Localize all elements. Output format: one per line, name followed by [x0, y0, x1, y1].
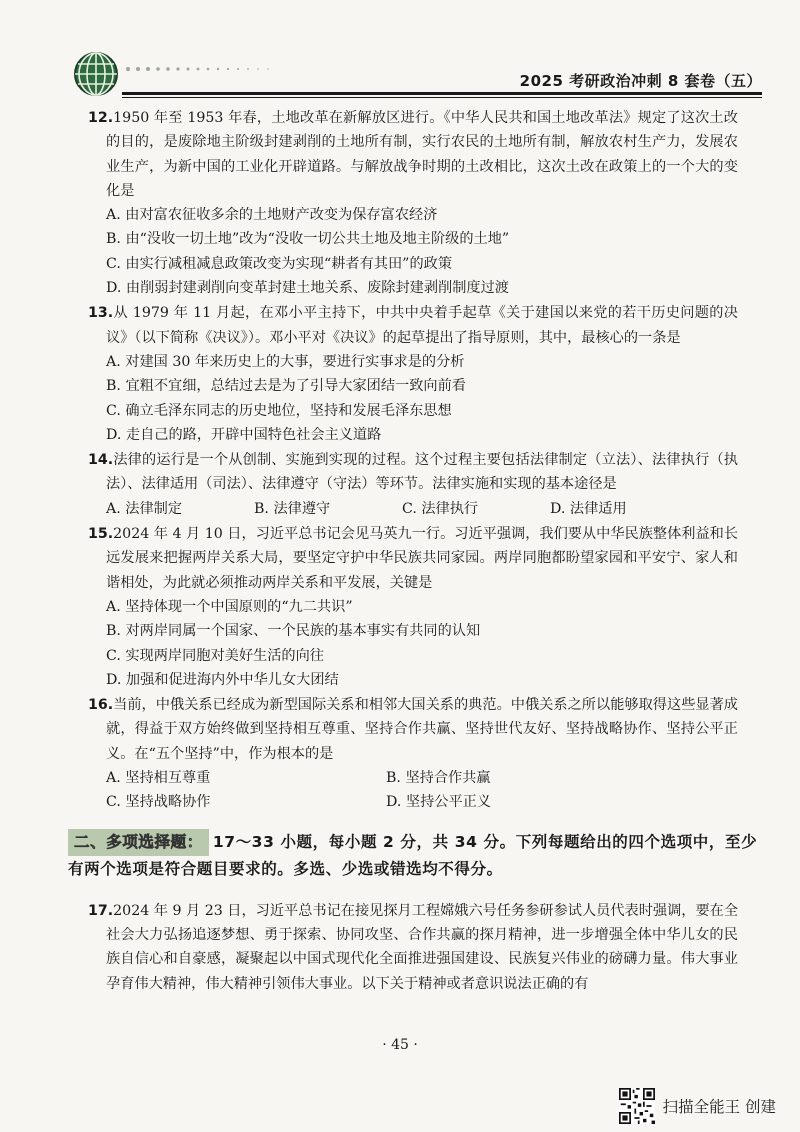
- option-b: B. 法律遵守: [254, 500, 331, 517]
- question-text: 2024 年 4 月 10 日，习近平总书记会见马英九一行。习近平强调，我们要从中华民族整体利益和长远发展来把握两岸关系大局，要坚定守护中华民族共同家园。两岸同胞都盼望家园和平安宁、家人和谐相处，为此就必须推动两岸关系和平发展，关键是: [106, 526, 739, 591]
- question-number: 14.: [88, 452, 114, 469]
- option-a: A. 坚持体现一个中国原则的“九二共识”: [106, 598, 353, 615]
- question-number: 13.: [88, 305, 114, 322]
- header-rule-thin: [122, 97, 762, 98]
- option-a: A. 坚持相互尊重: [106, 770, 211, 787]
- options-row: [88, 497, 738, 521]
- question-stem: [88, 301, 738, 350]
- header-dot-pattern: [122, 62, 402, 76]
- question-stem: [88, 899, 738, 996]
- section-heading: [68, 829, 758, 883]
- question-number: 15.: [88, 526, 114, 543]
- question-15: [88, 522, 738, 692]
- question-text: 法律的运行是一个从创制、实施到实现的过程。这个过程主要包括法律制定（立法）、法律执行（执法）、法律适用（司法）、法律遵守（守法）等环节。法律实施和实现的基本途径是: [106, 452, 738, 493]
- option-d: D. 坚持公平正义: [386, 794, 492, 811]
- question-12: [88, 106, 738, 300]
- option-c: C. 确立毛泽东同志的历史地位，坚持和发展毛泽东思想: [106, 402, 452, 419]
- question-text: 1950 年至 1953 年春，土地改革在新解放区进行。《中华人民共和国土地改革法》规定了这次土改的目的，是废除地主阶级封建剥削的土地所有制，实行农民的土地所有制，解放农村生产力，发展农业生产，为新中国的工业化开辟道路。与解放战争时期的土改相比，这次土改在政策上的一个大的变化是: [106, 110, 738, 199]
- scanner-watermark: [619, 1088, 776, 1124]
- question-stem: [88, 522, 738, 595]
- option-b: B. 由“没收一切土地”改为“没收一切公共土地及地主阶级的土地”: [106, 231, 510, 248]
- header-rule: [122, 92, 762, 95]
- question-17: [88, 899, 738, 996]
- section-tag: 二、多项选择题：: [68, 829, 209, 856]
- option-d: D. 法律适用: [550, 500, 627, 517]
- page-header: [72, 50, 762, 98]
- option-a: A. 对建国 30 年来历史上的大事，要进行实事求是的分析: [106, 353, 465, 370]
- question-stem: [88, 448, 738, 497]
- question-text: 当前，中俄关系已经成为新型国际关系和相邻大国关系的典范。中俄关系之所以能够取得这些显著成就，得益于双方始终做到坚持相互尊重、坚持合作共赢、坚持世代友好、坚持战略协作、坚持公平正义。在“五个坚持”中，作为根本的是: [106, 697, 738, 762]
- options-grid: [88, 766, 738, 815]
- option-c: C. 坚持战略协作: [106, 794, 211, 811]
- page-number: · 45 ·: [382, 1037, 418, 1053]
- option-a: A. 法律制定: [106, 500, 183, 517]
- option-c: C. 由实行减租减息政策改变为实现“耕者有其田”的政策: [106, 255, 453, 272]
- qr-code-icon: [619, 1088, 655, 1124]
- option-b: B. 对两岸同属一个国家、一个民族的基本事实有共同的认知: [106, 623, 481, 640]
- option-d: D. 走自己的路，开辟中国特色社会主义道路: [106, 426, 382, 443]
- question-stem: [88, 106, 738, 203]
- option-b: B. 宜粗不宜细，总结过去是为了引导大家团结一致向前看: [106, 378, 466, 395]
- section-instructions: 17～33 小题，每小题 2 分，共 34 分。下列每题给出的四个选项中，至少有两个选项是符合题目要求的。多选、少选或错选均不得分。: [68, 832, 758, 878]
- option-d: D. 由削弱封建剥削向变革封建土地关系、废除封建剥削制度过渡: [106, 280, 509, 297]
- option-c: C. 法律执行: [402, 500, 479, 517]
- globe-grid-icon: [72, 50, 120, 98]
- option-a: A. 由对富农征收多余的土地财产改变为保存富农经济: [106, 207, 438, 224]
- option-d: D. 加强和促进海内外中华儿女大团结: [106, 671, 339, 688]
- question-stem: [88, 693, 738, 766]
- watermark-text: 扫描全能王 创建: [662, 1098, 776, 1116]
- header-title: 2025 考研政治冲刺 8 套卷（五）: [519, 72, 762, 90]
- option-b: B. 坚持合作共赢: [386, 770, 491, 787]
- question-14: [88, 448, 738, 521]
- question-number: 16.: [88, 697, 114, 714]
- question-13: [88, 301, 738, 447]
- page-content: [68, 106, 758, 997]
- question-text: 从 1979 年 11 月起，在邓小平主持下，中共中央着手起草《关于建国以来党的若干历史问题的决议》（以下简称《决议》）。邓小平对《决议》的起草提出了指导原则，其中，最核心的一条是: [106, 305, 738, 346]
- question-number: 12.: [88, 110, 114, 126]
- question-number: 17.: [88, 902, 114, 919]
- question-16: [88, 693, 738, 814]
- option-c: C. 实现两岸同胞对美好生活的向往: [106, 647, 324, 664]
- question-text: 2024 年 9 月 23 日，习近平总书记在接见探月工程嫦娥六号任务参研参试人员代表时强调，要在全社会大力弘扬追逐梦想、勇于探索、协同攻坚、合作共赢的探月精神，进一步增强全体中华儿女的民族自信心和自豪感，凝聚起以中国式现代化全面推进强国建设、民族复兴伟业的磅礴力量。伟大事业孕育伟大精神，伟大精神引领伟大事业。以下关于精神或者意识说法正确的有: [106, 902, 739, 992]
